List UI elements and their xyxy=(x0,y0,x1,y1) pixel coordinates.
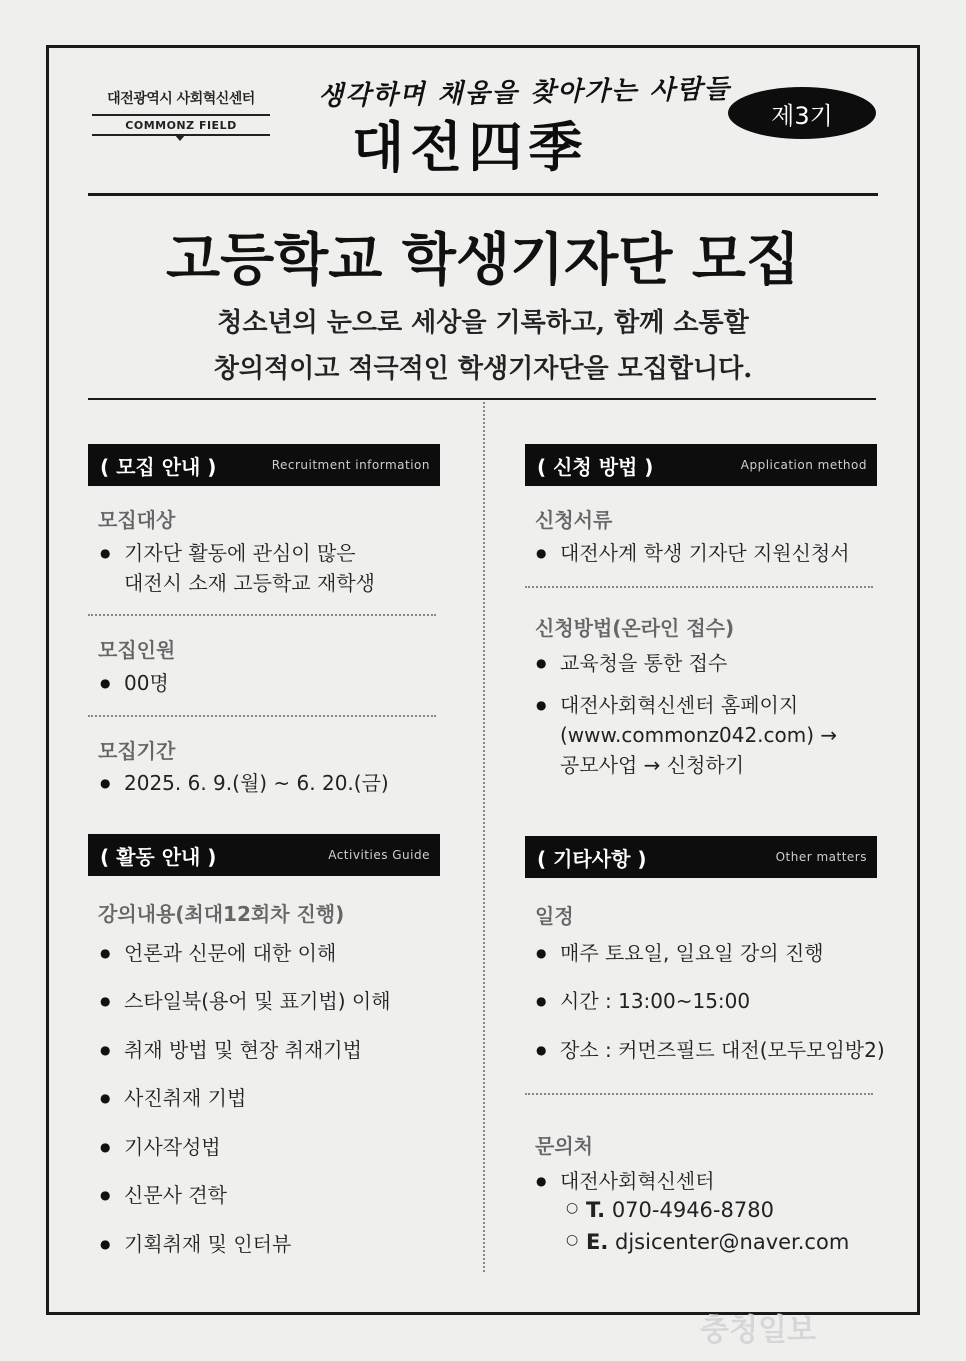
page-title: 고등학교 학생기자단 모집 xyxy=(165,228,801,293)
section-title: ( 활동 안내 ) xyxy=(100,844,217,869)
contact-email xyxy=(586,1230,849,1254)
org-divider-arrow xyxy=(92,134,270,136)
top-rule xyxy=(88,193,878,196)
list-item-line: ● 대전사회혁신센터 홈페이지 xyxy=(560,693,799,717)
list-item: ● 대전사계 학생 기자단 지원신청서 xyxy=(560,538,850,568)
list-item: ● 언론과 신문에 대한 이해 xyxy=(124,938,336,968)
list-item-line: ● 기자단 활동에 관심이 많은 xyxy=(124,541,356,565)
subtitle-line: 청소년의 눈으로 세상을 기록하고, 함께 소통할 xyxy=(217,308,749,338)
dotted-divider xyxy=(88,614,436,616)
list-item: ● 2025. 6. 9.(월) ~ 6. 20.(금) xyxy=(124,768,389,798)
list-item: ● 스타일북(용어 및 표기법) 이해 xyxy=(124,986,391,1016)
dotted-divider xyxy=(525,586,873,588)
label-schedule: 일정 xyxy=(535,904,574,928)
subtitle-line: 창의적이고 적극적인 학생기자단을 모집합니다. xyxy=(213,354,753,384)
section-title: ( 기타사항 ) xyxy=(537,846,647,871)
list-item: ● 00명 xyxy=(124,668,169,698)
section-header-activity xyxy=(88,834,440,876)
list-item-line: 공모사업 → 신청하기 xyxy=(560,753,745,777)
bottom-rule xyxy=(88,398,876,400)
phone-prefix: T. xyxy=(586,1198,606,1222)
list-item xyxy=(124,538,375,598)
section-title: ( 모집 안내 ) xyxy=(100,454,217,479)
list-item: ● 장소 : 커먼즈필드 대전(모두모임방2) xyxy=(560,1035,885,1065)
list-item: ● 신문사 견학 xyxy=(124,1180,227,1210)
label-contact: 문의처 xyxy=(535,1134,593,1158)
section-subtitle-en: Application method xyxy=(740,458,867,472)
label-count: 모집인원 xyxy=(98,638,176,662)
label-docs: 신청서류 xyxy=(535,508,613,532)
dotted-divider xyxy=(525,1093,873,1095)
edition-badge: 제3기 xyxy=(728,87,876,139)
email-address: djsicenter@naver.com xyxy=(615,1230,850,1254)
section-header-other xyxy=(525,836,877,878)
list-item: ● 매주 토요일, 일요일 강의 진행 xyxy=(560,938,824,968)
label-lecture: 강의내용(최대12회차 진행) xyxy=(98,902,345,926)
list-item-line: 대전시 소재 고등학교 재학생 xyxy=(124,571,375,595)
brand-title: 대전四季 xyxy=(352,115,589,179)
section-header-apply xyxy=(525,444,877,486)
section-title: ( 신청 방법 ) xyxy=(537,454,654,479)
list-item: ● 기사작성법 xyxy=(124,1132,221,1162)
list-item: ● 대전사회혁신센터 xyxy=(560,1166,715,1196)
list-item: ● 시간 : 13:00~15:00 xyxy=(560,986,750,1016)
section-subtitle-en: Recruitment information xyxy=(271,458,430,472)
section-subtitle-en: Activities Guide xyxy=(328,848,430,862)
list-item xyxy=(560,690,837,780)
email-prefix: E. xyxy=(586,1230,609,1254)
list-item: ● 사진취재 기법 xyxy=(124,1083,246,1113)
label-period: 모집기간 xyxy=(98,739,176,763)
watermark: 충청일보 xyxy=(700,1313,816,1348)
phone-number: 070-4946-8780 xyxy=(611,1198,774,1222)
org-sub-name: COMMONZ FIELD xyxy=(125,119,237,132)
dotted-divider xyxy=(88,715,436,717)
list-item: ● 기획취재 및 인터뷰 xyxy=(124,1229,291,1259)
slogan: 생각하며 채움을 찾아가는 사람들 xyxy=(317,74,732,112)
list-item: ● 취재 방법 및 현장 취재기법 xyxy=(124,1035,362,1065)
column-divider xyxy=(483,402,485,1272)
subtitle xyxy=(0,300,966,392)
org-name: 대전광역시 사회혁신센터 xyxy=(107,91,255,107)
label-method: 신청방법(온라인 접수) xyxy=(535,616,735,640)
list-item-line: (www.commonz042.com) → xyxy=(560,723,838,747)
contact-phone xyxy=(586,1198,774,1222)
list-item: ● 교육청을 통한 접수 xyxy=(560,648,727,678)
org-divider xyxy=(92,114,270,116)
label-target: 모집대상 xyxy=(98,508,176,532)
section-header-recruit xyxy=(88,444,440,486)
section-subtitle-en: Other matters xyxy=(775,850,867,864)
org-logo xyxy=(92,88,270,136)
